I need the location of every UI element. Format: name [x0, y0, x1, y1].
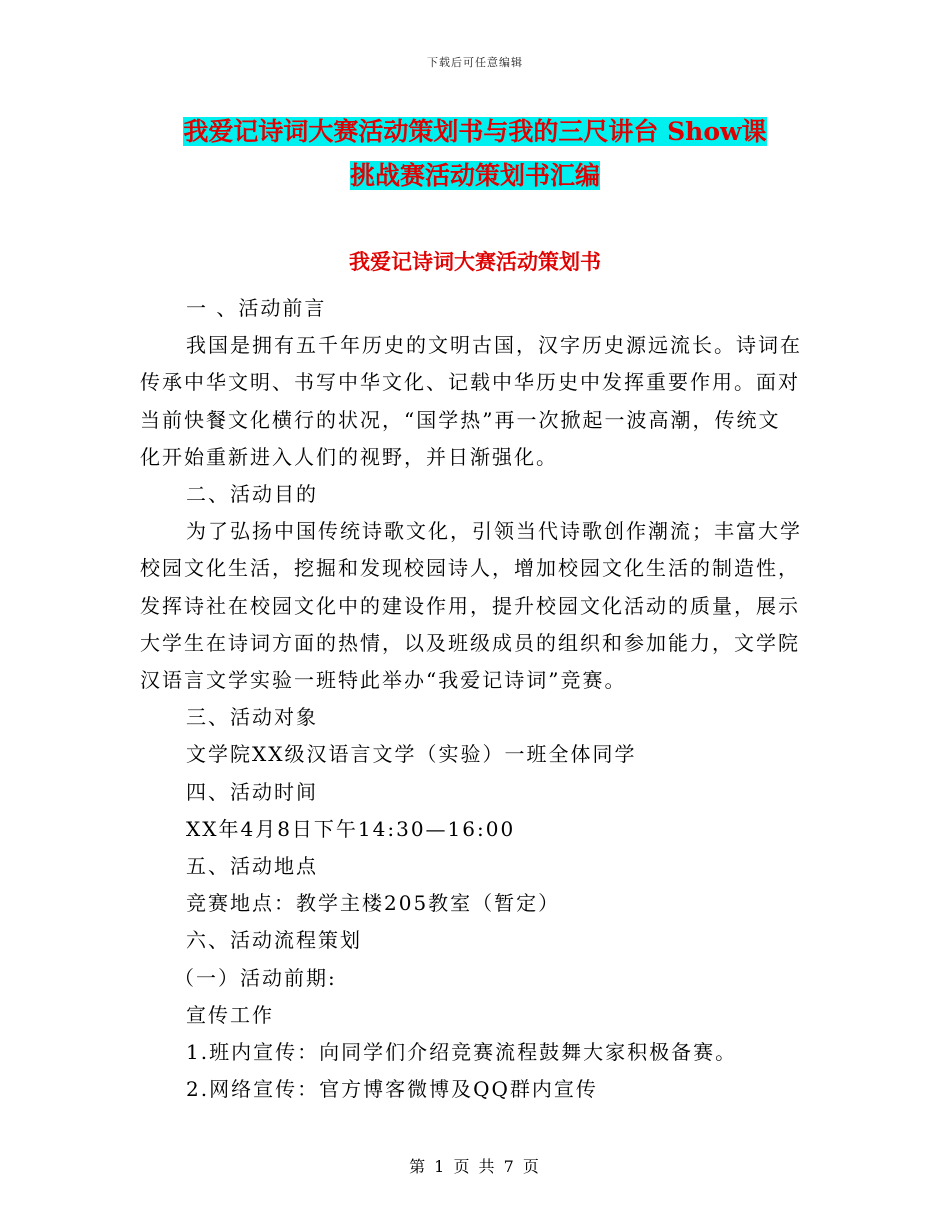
paragraph-time: XX年4月8日下午14:30—16:00	[186, 816, 516, 841]
paragraph-preface-line-4: 化开始重新进入人们的视野，并日渐强化。	[140, 444, 558, 469]
paragraph-preface-line-1: 我国是拥有五千年历史的文明古国，汉字历史源远流长。诗词在	[186, 333, 802, 358]
heading-preface: 一 、活动前言	[186, 296, 327, 320]
paragraph-location: 竞赛地点：教学主楼205教室（暂定）	[186, 891, 561, 916]
paragraph-purpose-line-2: 校园文化生活，挖掘和发现校园诗人，增加校园文化生活的制造性，	[140, 556, 800, 581]
paragraph-purpose-line-5: 汉语言文学实验一班特此举办“我爱记诗词”竞赛。	[140, 668, 627, 693]
document-title-line-2: 挑战赛活动策划书汇编	[349, 161, 600, 190]
document-title-line-1: 我爱记诗词大赛活动策划书与我的三尺讲台 Show课	[183, 117, 767, 146]
paragraph-preface-line-2: 传承中华文明、书写中华文化、记载中华历史中发挥重要作用。面对	[140, 370, 800, 395]
paragraph-purpose-line-1: 为了弘扬中国传统诗歌文化，引领当代诗歌创作潮流；丰富大学	[186, 519, 802, 544]
subheading-publicity: 宣传工作	[186, 1002, 274, 1027]
paragraph-purpose-line-4: 大学生在诗词方面的热情，以及班级成员的组织和参加能力，文学院	[140, 630, 800, 655]
page-footer: 第 1 页 共 7 页	[409, 1157, 541, 1176]
heading-time: 四、活动时间	[186, 779, 318, 804]
heading-location: 五、活动地点	[186, 854, 318, 879]
heading-purpose: 二、活动目的	[186, 482, 318, 507]
section-title: 我爱记诗词大赛活动策划书	[349, 249, 601, 274]
document-title	[110, 110, 840, 198]
heading-audience: 三、活动对象	[186, 705, 318, 730]
page-header-note: 下载后可任意编辑	[427, 56, 523, 69]
heading-process: 六、活动流程策划	[186, 928, 362, 953]
paragraph-audience: 文学院XX级汉语言文学（实验）一班全体同学	[186, 742, 637, 767]
list-item-class-publicity: 1.班内宣传：向同学们介绍竞赛流程鼓舞大家积极备赛。	[186, 1040, 738, 1065]
subheading-early-stage: （一）活动前期:	[174, 965, 337, 990]
list-item-online-publicity: 2.网络宣传：官方博客微博及QQ群内宣传	[186, 1077, 598, 1102]
paragraph-purpose-line-3: 发挥诗社在校园文化中的建设作用，提升校园文化活动的质量，展示	[140, 593, 800, 618]
paragraph-preface-line-3: 当前快餐文化横行的状况，“国学热”再一次掀起一波高潮，传统文	[140, 407, 781, 432]
document-body	[140, 290, 800, 1108]
